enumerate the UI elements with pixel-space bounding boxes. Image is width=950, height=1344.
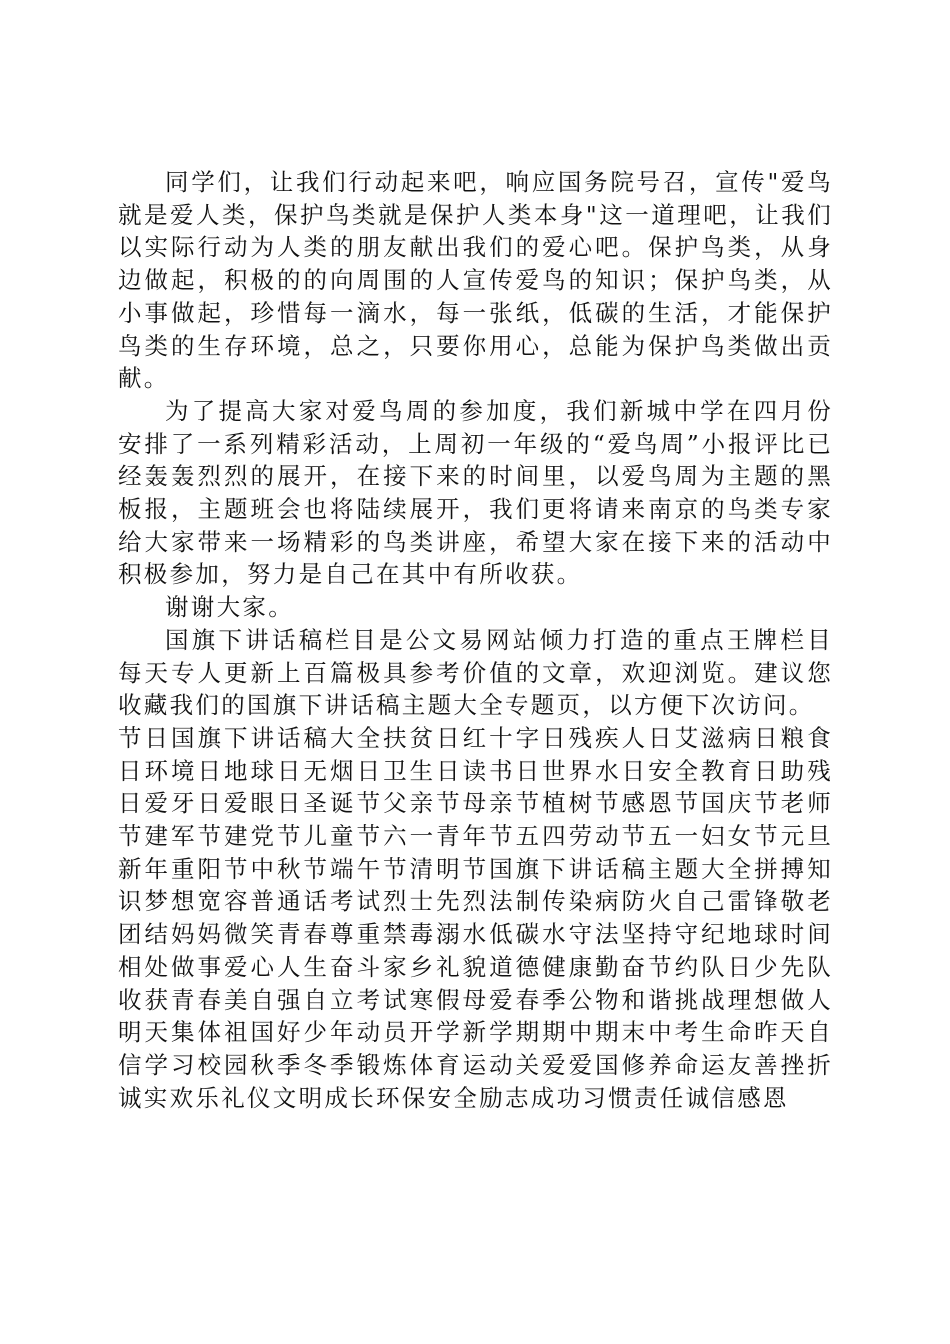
paragraph-site-promo: 国旗下讲话稿栏目是公文易网站倾力打造的重点王牌栏目每天专人更新上百篇极具参考价值的文章，欢迎浏览。建议您收藏我们的国旗下讲话稿主题大全专题页，以方便下次访问。 bbox=[118, 625, 833, 720]
paragraph-activities: 为了提高大家对爱鸟周的参加度，我们新城中学在四月份安排了一系列精彩活动，上周初一年级的“爱鸟周”小报评比已经轰轰烈烈的展开，在接下来的时间里，以爱鸟周为主题的黑板报，主题班会也将陆续展开，我们更将请来南京的鸟类专家给大家带来一场精彩的鸟类讲座，希望大家在接下来的活动中积极参加，努力是自己在其中有所收获。 bbox=[118, 396, 833, 589]
document-body bbox=[118, 166, 833, 1114]
paragraph-thanks: 谢谢大家。 bbox=[165, 593, 294, 622]
topic-keyword-list: 节日国旗下讲话稿大全扶贫日红十字日残疾人日艾滋病日粮食日环境日地球日无烟日卫生日读书日世界水日安全教育日助残日爱牙日爱眼日圣诞节父亲节母亲节植树节感恩节国庆节老师节建军节建党节儿童节六一青年节五四劳动节五一妇女节元旦新年重阳节中秋节端午节清明节国旗下讲话稿主题大全拼搏知识梦想宽容普通话考试烈士先烈法制传染病防火自己雷锋敬老团结妈妈微笑青春尊重禁毒溺水低碳水守法坚持守纪地球时间相处做事爱心人生奋斗家乡礼貌道德健康勤奋节约队日少先队收获青春美自强自立考试寒假母爱春季公物和谐挑战理想做人明天集体祖国好少年动员开学新学期期中期末中考生命昨天自信学习校园秋季冬季锻炼体育运动关爱爱国修养命运友善挫折诚实欢乐礼仪文明成长环保安全励志成功习惯责任诚信感恩 bbox=[118, 723, 833, 1112]
paragraph-action-call: 同学们，让我们行动起来吧，响应国务院号召，宣传"爱鸟就是爱人类，保护鸟类就是保护人类本身"这一道理吧，让我们以实际行动为人类的朋友献出我们的爱心吧。保护鸟类，从身边做起，积极的的向周围的人宣传爱鸟的知识；保护鸟类，从小事做起，珍惜每一滴水，每一张纸，低碳的生活，才能保护鸟类的生存环境，总之，只要你用心，总能为保护鸟类做出贡献。 bbox=[118, 168, 833, 393]
